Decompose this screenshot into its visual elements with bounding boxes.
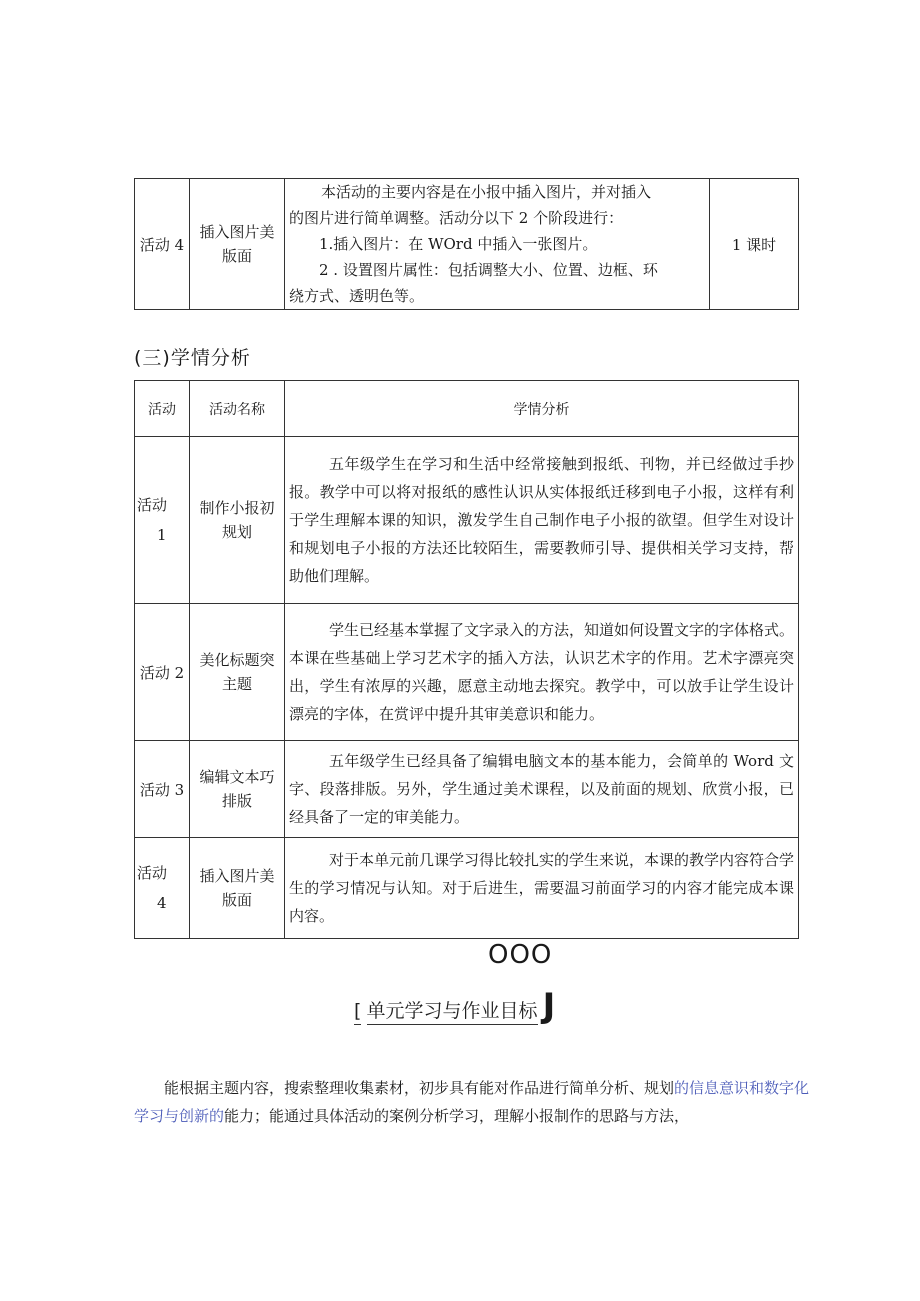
analysis-cell: 五年级学生已经具备了编辑电脑文本的基本能力，会简单的 Word 文字、段落排版。另外，学生通过美术课程，以及前面的规划、欣赏小报，已经具备了一定的审美能力。 [285,741,799,838]
activity-cell [135,838,190,939]
activity-name-line: 规划 [221,523,252,541]
activity-name-line: 主题 [221,675,252,693]
activity-name-line: 版面 [221,891,252,909]
analysis-cell: 学生已经基本掌握了文字录入的方法，知道如何设置文字的字体格式。本课在些基础上学习艺术字的插入方法，认识艺术字的作用。艺术字漂亮突出，学生有浓厚的兴趣，愿意主动地去探究。教学中，可以放手让学生设计漂亮的字体，在赏评中提升其审美意识和能力。 [285,604,799,741]
column-header: 活动名称 [190,381,285,437]
table-row [135,437,799,604]
activity-name-cell [190,604,285,741]
analysis-cell: 五年级学生在学习和生活中经常接触到报纸、刊物，并已经做过手抄报。教学中可以将对报纸的感性认识从实体报纸迁移到电子小报，这样有利于学生理解本课的知识，激发学生自己制作电子小报的欲望。但学生对设计和规划电子小报的方法还比较陌生，需要教师引导、提供相关学习支持，帮助他们理解。 [285,437,799,604]
content-line: 的图片进行简单调整。活动分以下 2 个阶段进行： [289,209,624,227]
separator-mark: OOO [488,940,553,970]
unit-goals-paragraph [134,1074,824,1130]
activity-name-line: 排版 [221,792,252,810]
content-line: 1.插入图片：在 WOrd 中插入一张图片。 [319,235,598,253]
activity-cell: 活动 2 [135,604,190,741]
highlighted-text: 的信息意识和数字化学习与创新的 [134,1079,810,1125]
analysis-cell: 对于本单元前几课学习得比较扎实的学生来说，本课的教学内容符合学生的学习情况与认知。对于后进生，需要温习前面学习的内容才能完成本课内容。 [285,838,799,939]
activity-line: 活动 [137,864,168,882]
activity-line: 活动 [137,496,168,514]
activity-line: 1 [157,526,167,544]
table-row [135,838,799,939]
activity-name-cell [190,179,285,310]
table-row [135,179,799,310]
unit-goals-heading [354,986,555,1026]
content-line: 绕方式、透明色等。 [289,287,425,305]
section-heading: (三)学情分析 [134,347,251,369]
learner-analysis-table [134,380,799,939]
activity-cell: 活动 4 [135,179,190,310]
column-header: 学情分析 [285,381,799,437]
unit-goals-close-bracket: J [542,986,556,1026]
table-row [135,741,799,838]
activity-name-line: 制作小报初 [199,499,275,517]
activity-name-line: 编辑文本巧 [199,768,275,786]
activity-name-line: 版面 [221,247,252,265]
unit-goals-title: 单元学习与作业目标 [367,1000,538,1025]
paragraph-text: 能力；能通过具体活动的案例分析学习，理解小报制作的思路与方法， [224,1107,690,1125]
paragraph-text: 能根据主题内容，搜索整理收集素材，初步具有能对作品进行简单分析、规划 [164,1079,675,1097]
activity-name-line: 美化标题突 [199,651,275,669]
activity-name-line: 插入图片美 [199,223,275,241]
activity-cell [135,437,190,604]
activity-name-cell [190,437,285,604]
hours-cell: 1 课时 [710,179,799,310]
table-row [135,604,799,741]
activity-name-cell [190,838,285,939]
activity-content-cell [285,179,710,310]
activity-plan-table [134,178,799,310]
content-line: 2 . 设置图片属性：包括调整大小、位置、边框、环 [319,261,658,279]
activity-name-cell [190,741,285,838]
column-header: 活动 [135,381,190,437]
content-line: 本活动的主要内容是在小报中插入图片，并对插入 [321,183,652,201]
unit-goals-open-bracket: [ [354,1000,361,1025]
table-header-row [135,381,799,437]
activity-line: 4 [157,894,167,912]
activity-cell: 活动 3 [135,741,190,838]
activity-name-line: 插入图片美 [199,867,275,885]
